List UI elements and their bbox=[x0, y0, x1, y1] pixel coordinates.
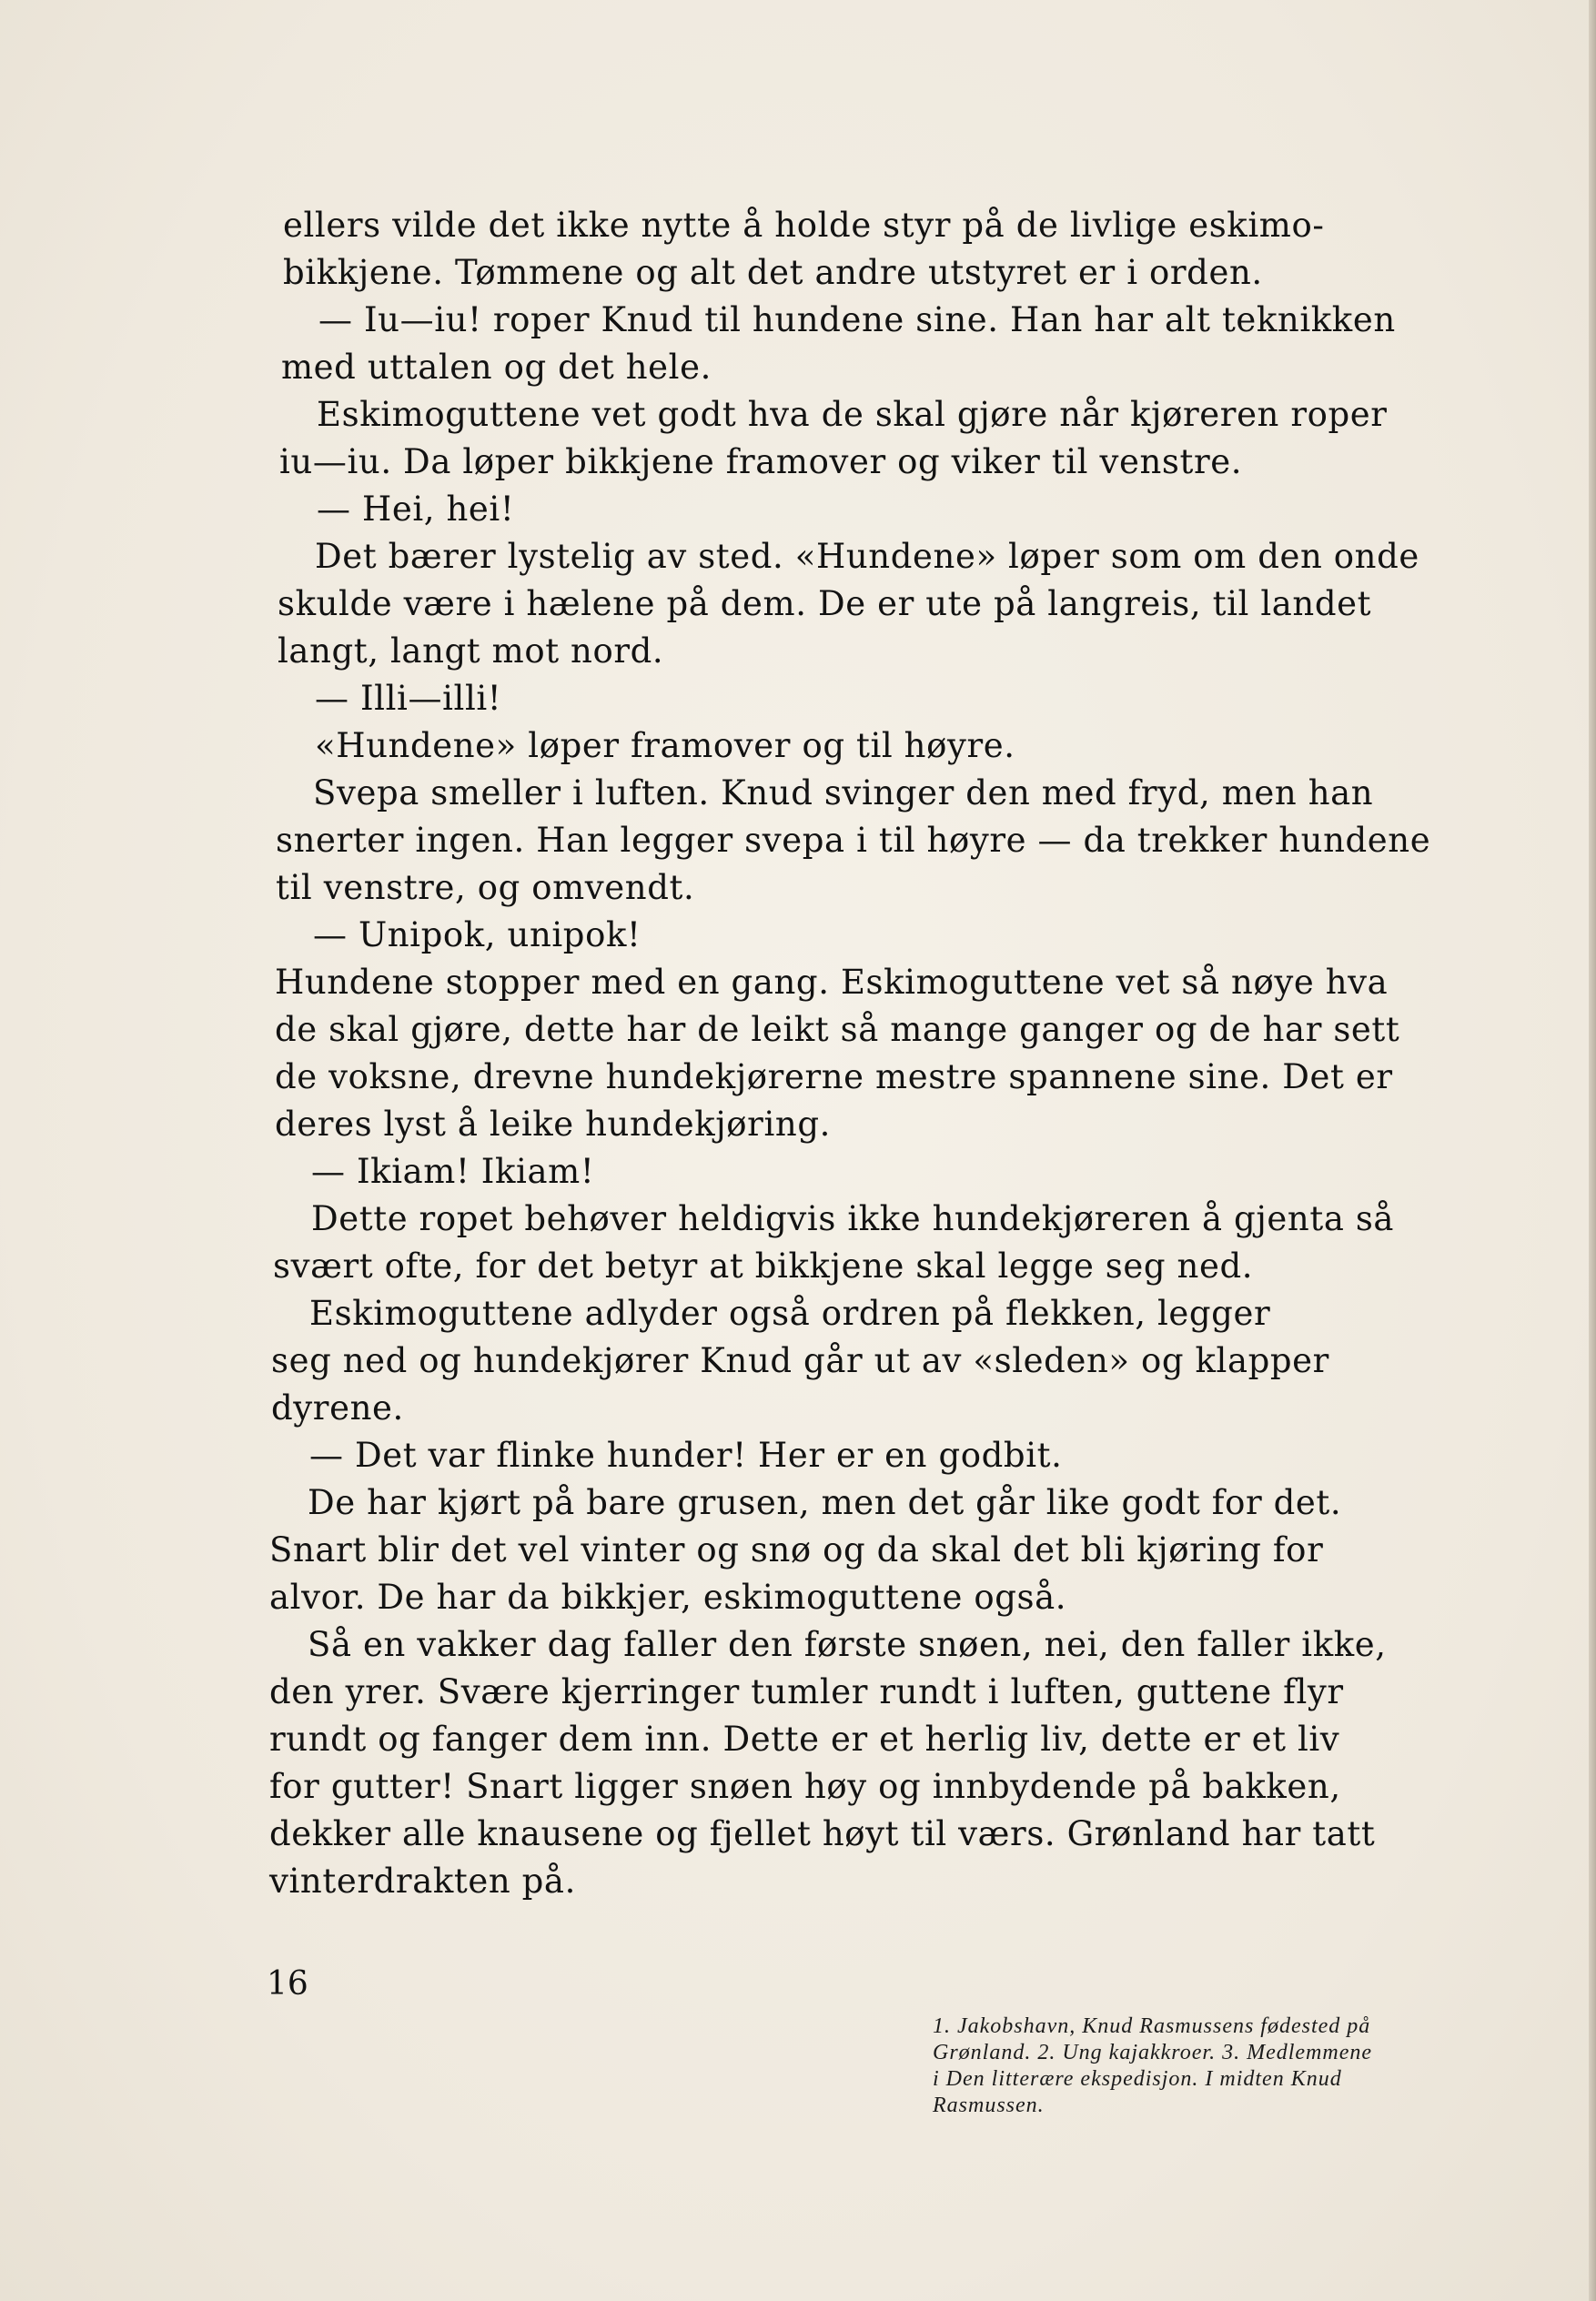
text-line: langt, langt mot nord. bbox=[278, 631, 664, 671]
caption-line: Grønland. 2. Ung kajakkroer. 3. Medlemmene bbox=[933, 2041, 1373, 2064]
text-line: med uttalen og det hele. bbox=[281, 348, 712, 387]
text-line: alvor. De har da bikkjer, eskimoguttene også. bbox=[269, 1578, 1067, 1617]
text-line: deres lyst å leike hundekjøring. bbox=[275, 1105, 831, 1144]
text-line: den yrer. Svære kjerringer tumler rundt i luften, guttene flyr bbox=[269, 1672, 1344, 1711]
text-line: for gutter! Snart ligger snøen høy og innbydende på bakken, bbox=[269, 1767, 1341, 1806]
text-line: — Ikiam! Ikiam! bbox=[311, 1152, 595, 1191]
text-line: Svepa smeller i luften. Knud svinger den med fryd, men han bbox=[313, 773, 1374, 812]
text-line: snerter ingen. Han legger svepa i til høyre — da trekker hundene bbox=[276, 821, 1431, 860]
image-caption bbox=[933, 2013, 1551, 2119]
text-line: Dette ropet behøver heldigvis ikke hundekjøreren å gjenta så bbox=[311, 1199, 1395, 1238]
text-line: de skal gjøre, dette har de leikt så mange ganger og de har sett bbox=[275, 1010, 1400, 1049]
page-number: 16 bbox=[267, 1965, 308, 2003]
text-line: iu—iu. Da løper bikkjene framover og viker til venstre. bbox=[279, 442, 1243, 481]
text-line: vinterdrakten på. bbox=[269, 1862, 576, 1901]
text-line: «Hundene» løper framover og til høyre. bbox=[315, 726, 1015, 765]
text-line: — Iu—iu! roper Knud til hundene sine. Han har alt teknikken bbox=[318, 300, 1396, 339]
text-line: — Hei, hei! bbox=[317, 489, 515, 529]
text-line: svært ofte, for det betyr at bikkjene skal legge seg ned. bbox=[273, 1246, 1254, 1286]
text-line: ellers vilde det ikke nytte å holde styr på de livlige eskimo- bbox=[283, 206, 1325, 245]
text-line: til venstre, og omvendt. bbox=[276, 868, 695, 907]
text-line: Hundene stopper med en gang. Eskimoguttene vet så nøye hva bbox=[275, 963, 1389, 1002]
text-line: Eskimoguttene vet godt hva de skal gjøre når kjøreren roper bbox=[317, 395, 1388, 434]
text-line: dekker alle knausene og fjellet høyt til værs. Grønland har tatt bbox=[269, 1814, 1376, 1853]
text-line: Snart blir det vel vinter og snø og da skal det bli kjøring for bbox=[269, 1530, 1324, 1569]
text-line: Eskimoguttene adlyder også ordren på flekken, legger bbox=[309, 1294, 1271, 1333]
text-line: — Unipok, unipok! bbox=[313, 915, 641, 954]
text-line: skulde være i hælene på dem. De er ute på langreis, til landet bbox=[278, 584, 1372, 623]
text-line: seg ned og hundekjører Knud går ut av «sleden» og klapper bbox=[271, 1341, 1329, 1380]
text-line: bikkjene. Tømmene og alt det andre utstyret er i orden. bbox=[283, 253, 1263, 292]
text-line: Det bærer lystelig av sted. «Hundene» løper som om den onde bbox=[315, 537, 1419, 576]
caption-line: Rasmussen. bbox=[933, 2094, 1045, 2117]
text-line: — Illi—illi! bbox=[315, 679, 502, 718]
text-line: De har kjørt på bare grusen, men det går like godt for det. bbox=[308, 1483, 1342, 1522]
text-line: Så en vakker dag faller den første snøen, nei, den faller ikke, bbox=[308, 1625, 1387, 1664]
text-line: — Det var flinke hunder! Her er en godbit. bbox=[309, 1436, 1063, 1475]
page-edge bbox=[1589, 0, 1596, 2301]
caption-line: i Den litterære ekspedisjon. I midten Knud bbox=[933, 2067, 1342, 2091]
caption-line: 1. Jakobshavn, Knud Rasmussens fødested på bbox=[933, 2014, 1371, 2038]
text-line: dyrene. bbox=[271, 1388, 404, 1428]
text-line: de voksne, drevne hundekjørerne mestre spannene sine. Det er bbox=[275, 1057, 1393, 1096]
text-line: rundt og fanger dem inn. Dette er et herlig liv, dette er et liv bbox=[269, 1720, 1340, 1759]
